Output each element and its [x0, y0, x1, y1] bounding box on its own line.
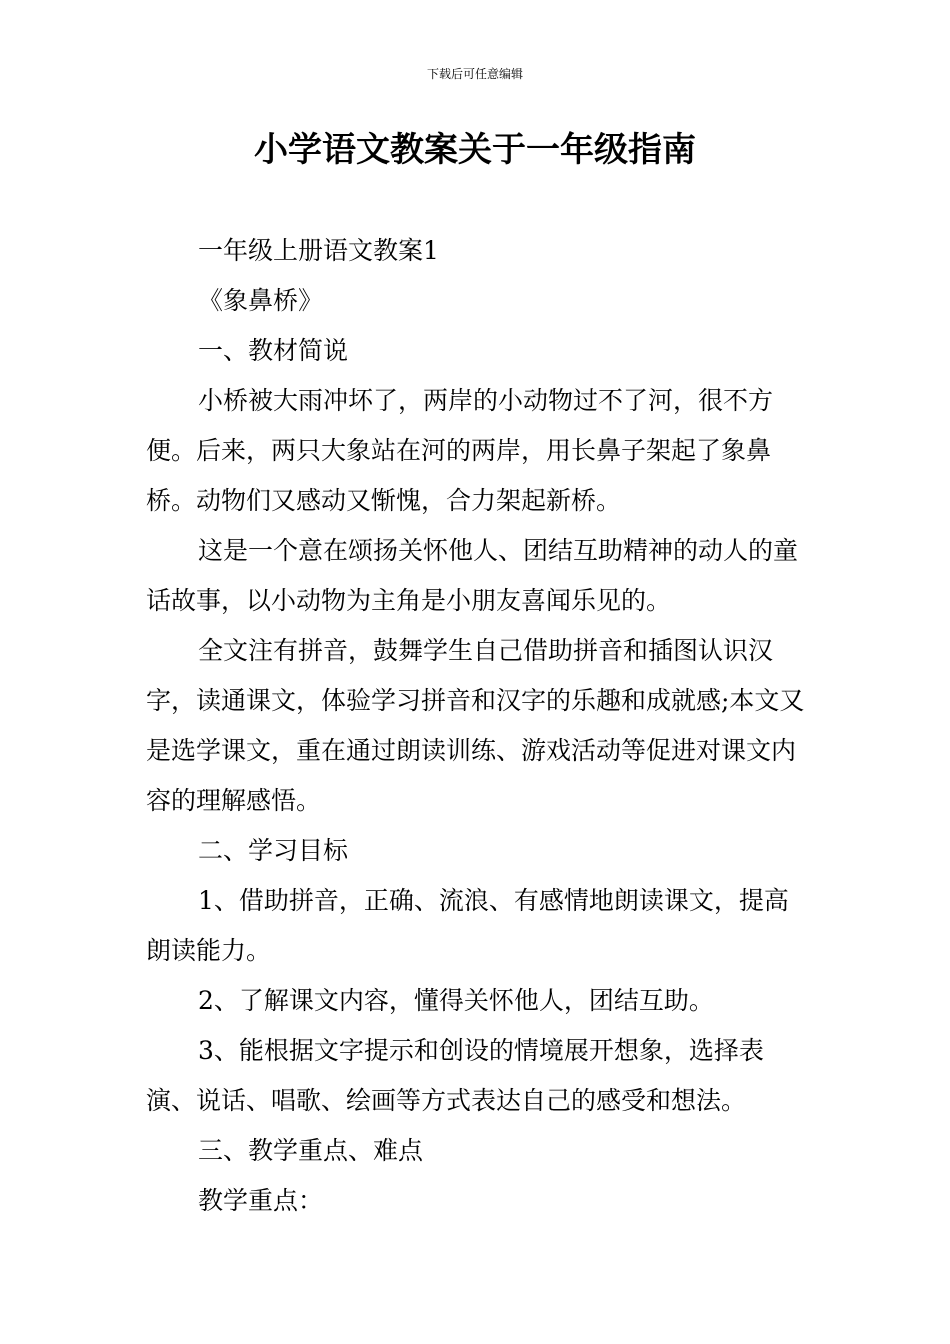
paragraph-section-heading: 一、教材简说 — [198, 336, 349, 365]
paragraph-subheading: 教学重点： — [198, 1186, 324, 1215]
header-note: 下载后可任意编辑 — [426, 67, 523, 81]
paragraph-subtitle: 一年级上册语文教案1 — [198, 236, 439, 265]
document-body — [146, 226, 810, 1226]
paragraph-body: 小桥被大雨冲坏了，两岸的小动物过不了河，很不方便。后来，两只大象站在河的两岸，用长鼻子架起了象鼻桥。动物们又感动又惭愧，合力架起新桥。 — [146, 386, 774, 515]
paragraph-body: 这是一个意在颂扬关怀他人、团结互助精神的动人的童话故事，以小动物为主角是小朋友喜闻乐见的。 — [146, 536, 799, 615]
paragraph-list-item: 3、能根据文字提示和创设的情境展开想象，选择表演、说话、唱歌、绘画等方式表达自己的感受和想法。 — [146, 1036, 764, 1115]
paragraph-list-item: 1、借助拼音，正确、流浪、有感情地朗读课文，提高朗读能力。 — [146, 886, 789, 965]
paragraph-list-item: 2、了解课文内容，懂得关怀他人，团结互助。 — [198, 986, 714, 1015]
paragraph-section-heading: 二、学习目标 — [198, 836, 349, 865]
paragraph-lesson-title: 《象鼻桥》 — [198, 286, 324, 315]
paragraph-body: 全文注有拼音，鼓舞学生自己借助拼音和插图认识汉字，读通课文，体验学习拼音和汉字的乐趣和成就感;本文又是选学课文，重在通过朗读训练、游戏活动等促进对课文内容的理解感悟。 — [146, 636, 805, 815]
paragraph-section-heading: 三、教学重点、难点 — [198, 1136, 424, 1165]
document-title: 小学语文教案关于一年级指南 — [254, 130, 696, 170]
